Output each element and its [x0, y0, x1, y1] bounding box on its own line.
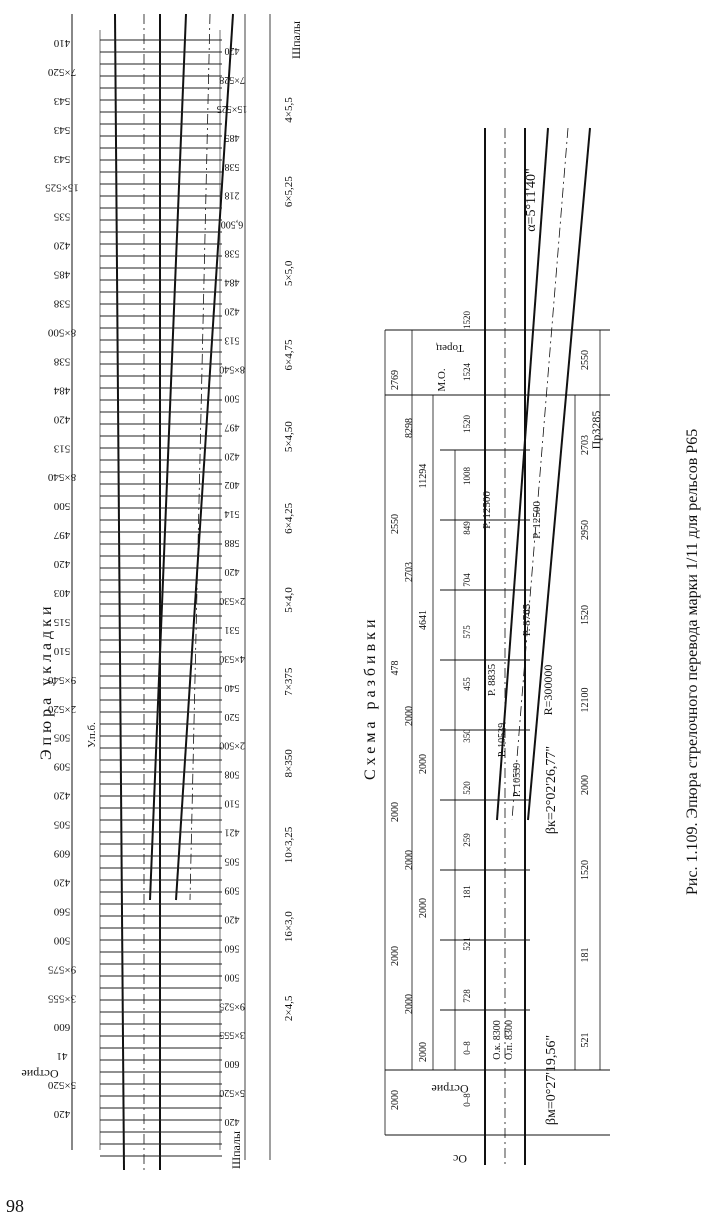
- scheme-dim-inner: 0–8: [462, 1093, 472, 1107]
- scheme-dim-right: 2950: [580, 520, 591, 540]
- left-spacing-label: 538: [53, 355, 71, 368]
- right-spacing-label: 508: [224, 768, 240, 780]
- right-spacing-label: 8×540: [219, 363, 245, 375]
- right-spacing-label: 509: [224, 884, 240, 896]
- radius-12500-a: Р. 12500: [481, 491, 493, 529]
- right-spacing-label: 588: [224, 537, 240, 549]
- left-spacing-label: 3×555: [47, 992, 77, 1005]
- right-spacing-label: 4×530: [219, 652, 245, 664]
- left-spacing-label: 403: [53, 587, 71, 599]
- scheme-dim-left: 8298: [404, 418, 415, 438]
- left-spacing-label: 2×520: [47, 702, 77, 715]
- scheme-dim-left: 478: [390, 660, 401, 676]
- right-spacing-label: 510: [224, 797, 240, 809]
- left-spacing-label: 543: [53, 94, 71, 107]
- radius-label: R=300000: [541, 664, 555, 716]
- scheme-dim-inner: 849: [462, 521, 472, 535]
- scheme-dim-left: 2000: [390, 946, 401, 966]
- scheme-dim-left: 2000: [418, 754, 429, 774]
- scheme-dim-left: 2000: [390, 802, 401, 822]
- right-spacing-label: 5×520: [219, 1087, 245, 1099]
- page-number: 98: [6, 1196, 24, 1216]
- right-spacing-label: 421: [224, 826, 240, 838]
- left-spacing-label: 41: [56, 1050, 68, 1063]
- right-spacing-label: 531: [224, 623, 240, 635]
- mo-label: М.О.: [436, 368, 448, 392]
- left-spacing-label: 8×540: [47, 471, 77, 484]
- left-spacing-label: 510: [53, 644, 71, 657]
- scheme-dim-inner: 181: [462, 885, 472, 899]
- right-spacing-label: 7×528: [219, 73, 245, 85]
- right-spacing-label: 420: [224, 566, 240, 578]
- beta-k-label: βк=2°02'26,77": [544, 745, 559, 835]
- left-spacing-label: 500: [53, 934, 71, 947]
- sleeper-group-label: 6×5,25: [283, 176, 295, 208]
- scheme-dim-left: 4641: [418, 610, 429, 630]
- sleeper-group-label: 10×3,25: [283, 826, 295, 864]
- left-spacing-label: 543: [53, 152, 71, 165]
- left-spacing-label: 484: [53, 384, 71, 397]
- alpha-angle-label: α=5°11'40": [524, 168, 539, 232]
- right-spacing-label: 9×525: [219, 1000, 245, 1012]
- scheme-dim-inner: 1524: [462, 363, 472, 381]
- right-spacing-label: 420: [224, 913, 240, 925]
- sleeper-group-label: 7×375: [283, 667, 295, 696]
- left-title: Эпюра укладки: [38, 602, 55, 760]
- scheme-dim-left: 2000: [404, 994, 415, 1014]
- radius-8835: Р. 8835: [486, 663, 498, 697]
- scheme-dim-left: 2769: [390, 370, 401, 390]
- point-label: Острие: [21, 1067, 59, 1081]
- point-label-right: Острие: [431, 1082, 469, 1096]
- right-spacing-label: 484: [224, 276, 240, 288]
- left-spacing-label: 420: [53, 239, 71, 252]
- scheme-dim-right: 2703: [580, 435, 591, 455]
- right-spacing-label: 6,500: [220, 218, 244, 230]
- scheme-dim-inner: 1520: [462, 311, 472, 329]
- right-spacing-label: 514: [224, 508, 240, 520]
- right-spacing-label: 500: [224, 971, 240, 983]
- left-spacing-label: 15×525: [45, 181, 79, 194]
- sleepers-bottom-label: Шпалы: [229, 1130, 243, 1170]
- left-spacing-label: 8×500: [47, 326, 77, 339]
- joint-label: У.п.б.: [86, 722, 98, 748]
- sleeper-group-label: 5×4,0: [283, 587, 295, 613]
- left-spacing-label: 497: [53, 529, 71, 542]
- left-spacing-label: 505: [53, 731, 71, 744]
- sleepers-top-label: Шпалы: [289, 20, 303, 60]
- right-spacing-label: 497: [224, 421, 240, 433]
- scheme-dim-left: 2000: [404, 850, 415, 870]
- pr-label: Пр3285: [589, 410, 603, 450]
- sleeper-group-label: 4×5,5: [283, 97, 295, 123]
- left-spacing-label: 9×575: [47, 963, 77, 976]
- scheme-dim-right: 1520: [580, 860, 591, 880]
- right-spacing-label: 505: [224, 855, 240, 867]
- left-spacing-label: 5×520: [47, 1079, 77, 1092]
- left-spacing-label: 420: [53, 789, 71, 802]
- left-spacing-label: 410: [53, 37, 71, 49]
- radius-10539-b: Р. 10539: [512, 762, 523, 798]
- right-spacing-label: 2×500: [219, 739, 245, 751]
- scheme-dim-inner: 521: [462, 937, 472, 951]
- right-spacing-label: 218: [224, 189, 240, 201]
- right-dimension-labels: [390, 168, 603, 1166]
- end-label: Торец: [436, 342, 464, 354]
- right-spacing-label: 420: [224, 305, 240, 317]
- right-spacing-label: 15×525: [216, 102, 248, 114]
- left-spacing-label: 7×520: [47, 65, 77, 78]
- right-spacing-label: 2×530: [219, 595, 245, 606]
- left-spacing-label: 420: [53, 413, 71, 426]
- left-spacing-label: 515: [53, 615, 71, 628]
- scheme-dim-right: 181: [580, 947, 591, 963]
- left-spacing-label: 505: [53, 818, 71, 831]
- scheme-dim-inner: 704: [462, 573, 472, 587]
- left-spacing-label: 600: [53, 1021, 71, 1034]
- right-spacing-label: 538: [224, 160, 240, 172]
- right-spacing-label: 485: [224, 131, 240, 143]
- right-spacing-label: 420: [224, 1116, 240, 1128]
- scheme-dim-inner: 520: [462, 781, 472, 795]
- scheme-dim-inner: 575: [462, 625, 472, 639]
- sleeper-group-label: 2×4,5: [283, 995, 295, 1022]
- right-spacing-label: 520: [224, 710, 240, 722]
- scheme-dim-left: 2000: [390, 1090, 401, 1110]
- beta-m-label: βм=0°27'19,56": [544, 1034, 559, 1126]
- scheme-dim-inner: 259: [462, 833, 472, 847]
- sleeper-group-label: 6×4,75: [283, 339, 295, 371]
- scheme-dim-right: 2550: [580, 350, 591, 370]
- right-spacing-label: 560: [224, 942, 240, 954]
- scheme-dim-right: 2000: [580, 775, 591, 795]
- sleeper-group-label: 5×5,0: [283, 260, 295, 287]
- right-spacing-label: 402: [224, 479, 240, 491]
- right-spacing-label: 500: [224, 392, 240, 404]
- right-spacing-label: 513: [224, 334, 240, 346]
- scheme-dim-right: 521: [580, 1032, 591, 1048]
- scheme-dim-inner: 455: [462, 677, 472, 691]
- left-spacing-label: 9×540: [47, 673, 77, 686]
- scheme-dim-left: 2550: [390, 514, 401, 534]
- left-spacing-label: 485: [53, 268, 71, 281]
- left-spacing-label: 543: [53, 123, 71, 136]
- left-spacing-label: 420: [53, 558, 71, 571]
- left-spacing-label: 420: [53, 876, 71, 889]
- sleeper-group-label: 5×4,50: [283, 421, 295, 453]
- sleeper-group-label: 6×4,25: [283, 502, 295, 534]
- scheme-dim-inner: 0–8: [462, 1041, 472, 1055]
- left-spacing-label: 560: [53, 905, 71, 918]
- ok-label: О.к. 8300: [492, 1020, 503, 1060]
- right-title: Схема разбивки: [362, 615, 379, 780]
- left-spacing-label: 535: [53, 210, 71, 223]
- scheme-dim-left: 2703: [404, 562, 415, 582]
- scheme-dim-left: 2000: [418, 898, 429, 918]
- scheme-dim-inner: 1008: [462, 467, 472, 485]
- scheme-dim-inner: 350: [462, 729, 472, 743]
- scheme-dim-inner: 1520: [462, 415, 472, 433]
- layout-scheme: [385, 128, 610, 1165]
- left-spacing-label: 509: [53, 760, 71, 773]
- right-spacing-label: 600: [224, 1058, 240, 1070]
- radius-8765: Р. 8765: [521, 603, 533, 637]
- scheme-dim-right: 1520: [580, 605, 591, 625]
- left-spacing-label: 513: [53, 442, 71, 455]
- scheme-dim-right: 12100: [580, 687, 591, 713]
- scheme-dim-left: 11294: [418, 463, 429, 489]
- right-spacing-label: 540: [224, 681, 240, 693]
- right-spacing-label: 420: [224, 45, 240, 56]
- right-spacing-label: 420: [224, 450, 240, 462]
- sleeper-group-label: 16×3,0: [283, 911, 295, 943]
- left-spacing-label: 609: [53, 847, 71, 860]
- scheme-dim-left: 2000: [418, 1042, 429, 1062]
- radius-12500-b: Р. 12500: [531, 501, 543, 539]
- scheme-dim-inner: 728: [462, 989, 472, 1003]
- scheme-dim-left: 2000: [404, 706, 415, 726]
- axis-label: Ос: [453, 1152, 467, 1166]
- right-spacing-label: 538: [224, 247, 240, 259]
- sleeper-group-label: 8×350: [283, 749, 295, 778]
- left-spacing-label: 420: [53, 1108, 71, 1121]
- op-label: О.п. 8300: [504, 1019, 515, 1061]
- left-spacing-label: 538: [53, 297, 71, 310]
- figure-caption: Рис. 1.109. Эпюра стрелочного перевода марки 1/11 для рельсов Р65: [684, 428, 701, 895]
- left-spacing-label: 500: [53, 500, 71, 513]
- right-spacing-label: 3×555: [219, 1029, 245, 1041]
- radius-10539-a: Р. 10539: [497, 722, 508, 758]
